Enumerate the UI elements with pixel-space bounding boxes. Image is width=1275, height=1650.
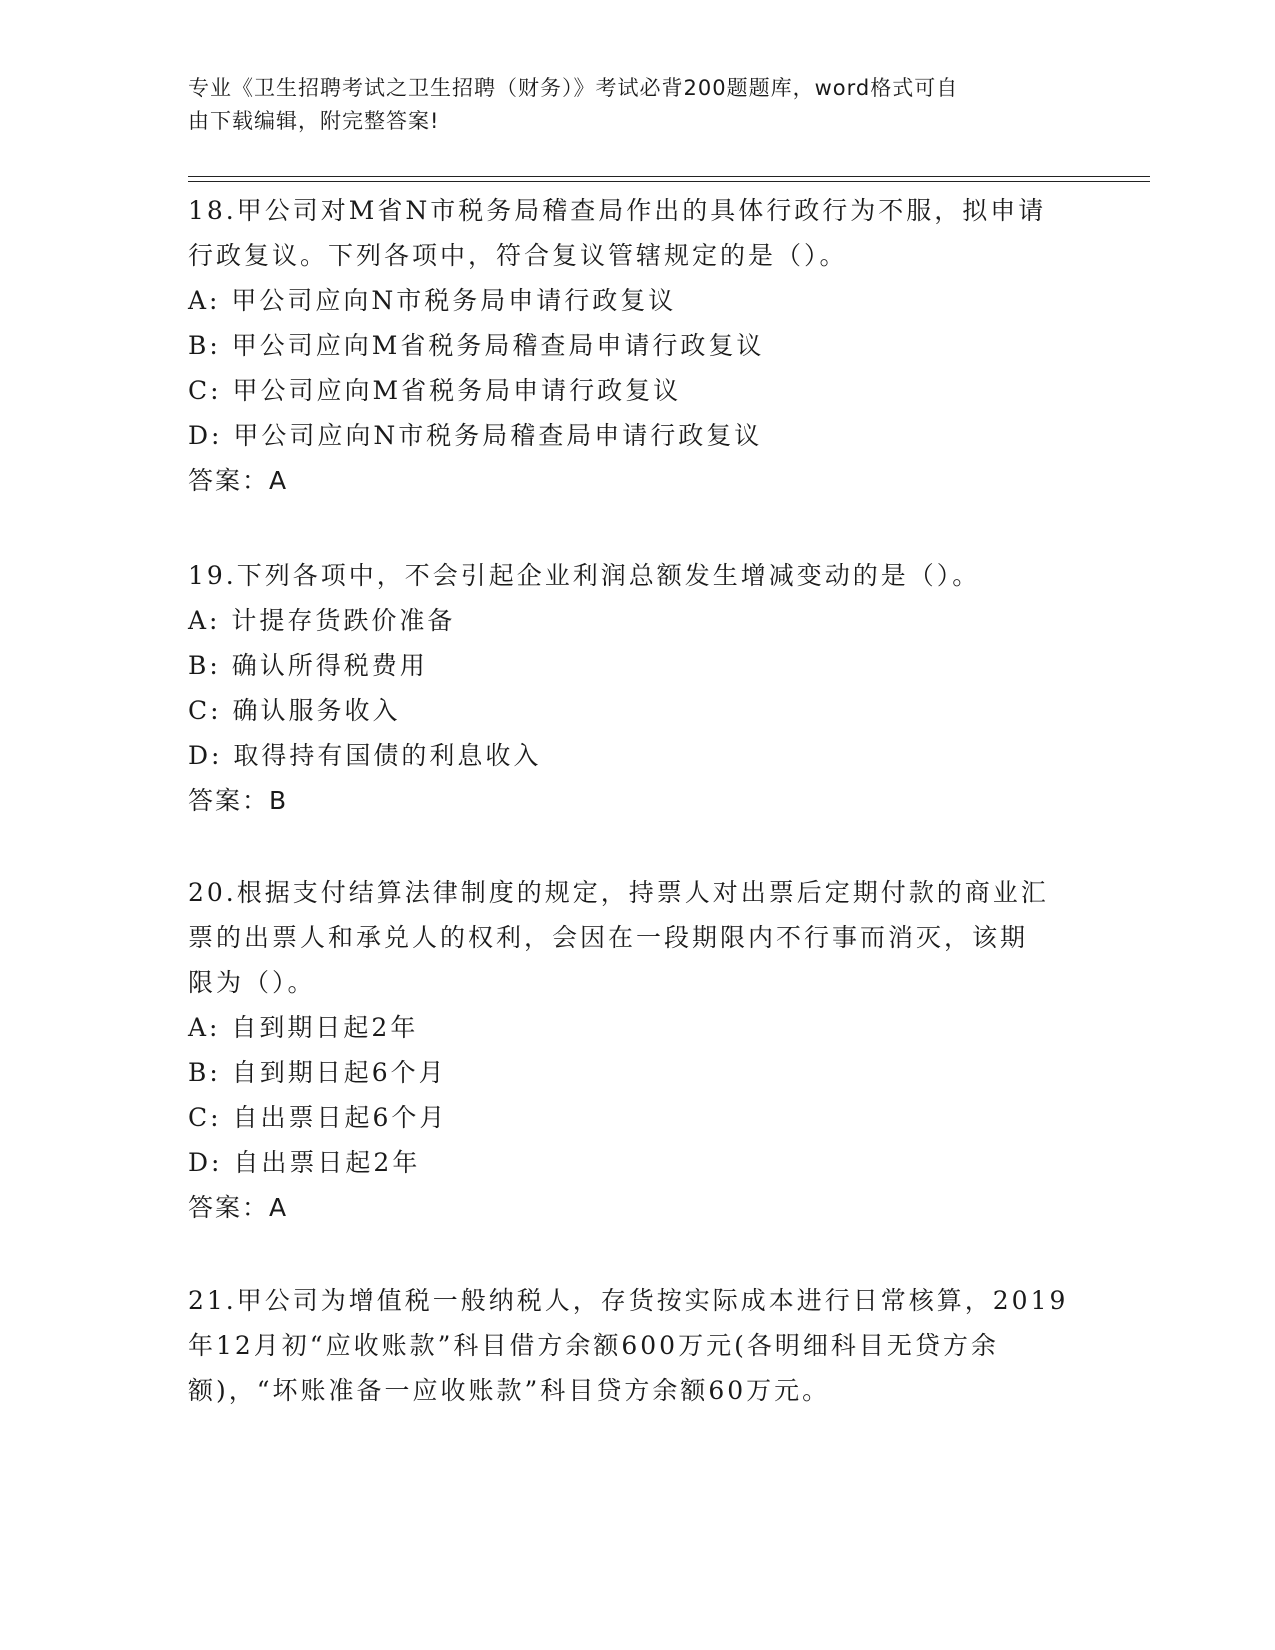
option-c: C: 确认服务收入	[188, 696, 401, 725]
option-b: B: 确认所得税费用	[188, 651, 428, 680]
question-stem: 18.甲公司对M省N市税务局稽查局作出的具体行政行为不服，拟申请	[188, 196, 1047, 225]
answer: 答案：A	[188, 1193, 289, 1222]
option-c: C: 自出票日起6个月	[188, 1103, 448, 1132]
question-19	[188, 553, 1088, 823]
question-stem: 限为（）。	[188, 968, 316, 997]
question-21	[188, 1278, 1088, 1413]
question-stem: 20.根据支付结算法律制度的规定，持票人对出票后定期付款的商业汇	[188, 878, 1049, 907]
question-stem: 行政复议。下列各项中，符合复议管辖规定的是（）。	[188, 241, 848, 270]
answer: 答案：A	[188, 466, 289, 495]
option-b: B: 自到期日起6个月	[188, 1058, 447, 1087]
question-stem: 额)，“坏账准备一应收账款”科目贷方余额60万元。	[188, 1376, 831, 1405]
option-a: A: 计提存货跌价准备	[188, 606, 456, 635]
document-header	[188, 72, 1068, 138]
question-18	[188, 188, 1088, 503]
option-a: A: 自到期日起2年	[188, 1013, 419, 1042]
option-d: D: 自出票日起2年	[188, 1148, 421, 1177]
question-stem: 21.甲公司为增值税一般纳税人，存货按实际成本进行日常核算，2019	[188, 1286, 1069, 1315]
option-c: C: 甲公司应向M省税务局申请行政复议	[188, 376, 682, 405]
header-divider-top	[188, 176, 1150, 177]
answer: 答案：B	[188, 786, 289, 815]
question-stem: 19.下列各项中，不会引起企业利润总额发生增减变动的是（）。	[188, 561, 981, 590]
option-d: D: 甲公司应向N市税务局稽查局申请行政复议	[188, 421, 763, 450]
question-20	[188, 870, 1088, 1230]
option-b: B: 甲公司应向M省税务局稽查局申请行政复议	[188, 331, 765, 360]
option-d: D: 取得持有国债的利息收入	[188, 741, 542, 770]
question-stem: 年12月初“应收账款”科目借方余额600万元(各明细科目无贷方余	[188, 1331, 999, 1360]
header-divider-bottom	[188, 181, 1150, 182]
question-stem: 票的出票人和承兑人的权利，会因在一段期限内不行事而消灭，该期	[188, 923, 1029, 952]
header-line-1: 专业《卫生招聘考试之卫生招聘（财务）》考试必背200题题库，word格式可自	[188, 76, 959, 100]
header-line-2: 由下载编辑，附完整答案!	[188, 109, 440, 133]
option-a: A: 甲公司应向N市税务局申请行政复议	[188, 286, 677, 315]
